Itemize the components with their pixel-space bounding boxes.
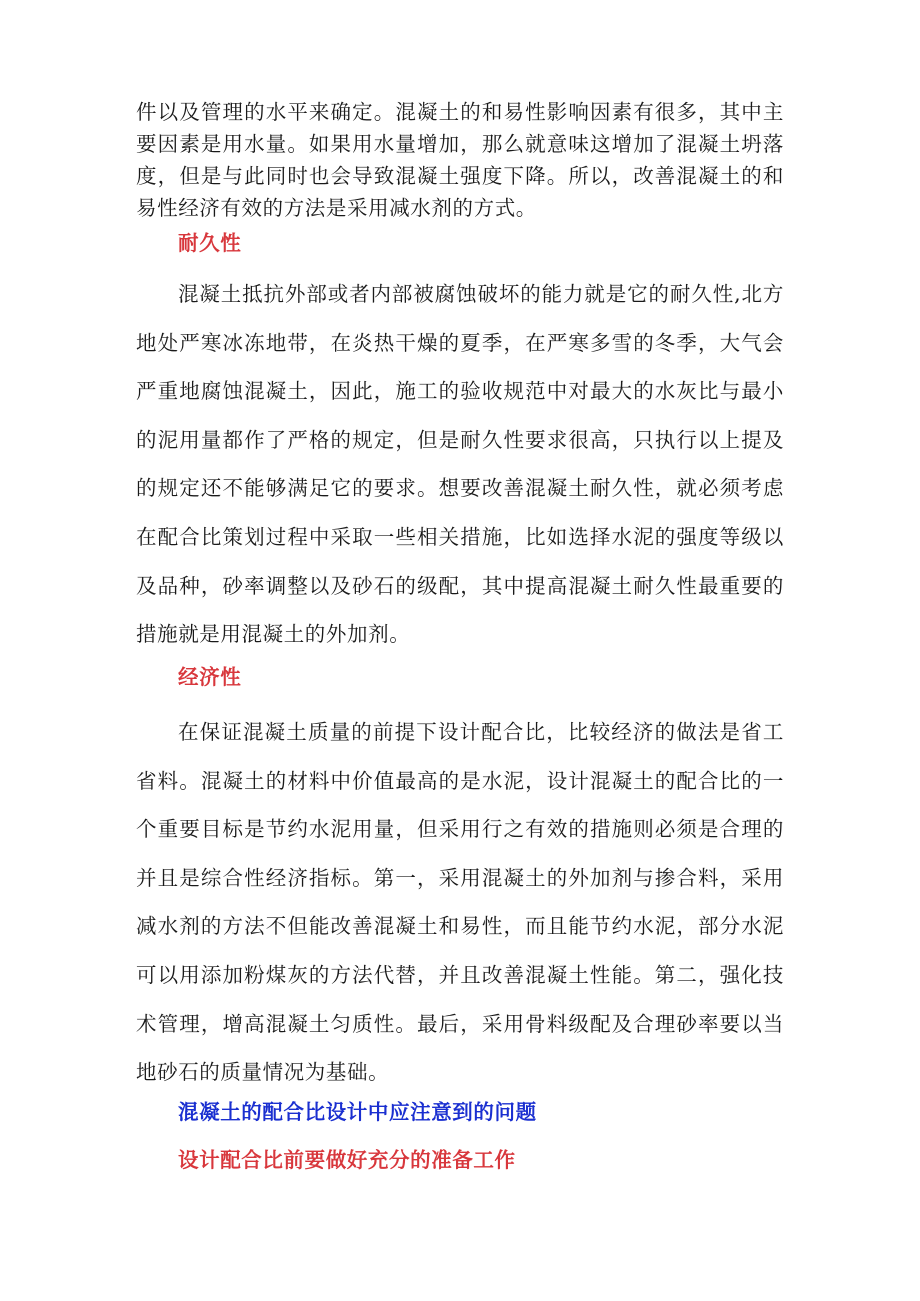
section-heading: 混凝土的配合比设计中应注意到的问题 bbox=[178, 1100, 537, 1124]
intro-paragraph: 件以及管理的水平来确定。混凝土的和易性影响因素有很多，其中主要因素是用水量。如果用水量增加，那么就意味这增加了混凝土坍落度，但是与此同时也会导致混凝土强度下降。所以，改善混凝土的和易性经济有效的方法是采用减水剂的方式。 bbox=[136, 100, 784, 220]
economy-paragraph: 在保证混凝土质量的前提下设计配合比，比较经济的做法是省工省料。混凝土的材料中价值最高的是水泥，设计混凝土的配合比的一个重要目标是节约水泥用量，但采用行之有效的措施则必须是合理的并且是综合性经济指标。第一，采用混凝土的外加剂与掺合料，采用减水剂的方法不但能改善混凝土和易性，而且能节约水泥，部分水泥可以用添加粉煤灰的方法代替，并且改善混凝土性能。第二，强化技术管理，增高混凝土匀质性。最后，采用骨料级配及合理砂率要以当地砂石的质量情况为基础。 bbox=[136, 720, 784, 1085]
durability-heading: 耐久性 bbox=[178, 231, 242, 255]
durability-paragraph: 混凝土抵抗外部或者内部被腐蚀破坏的能力就是它的耐久性,北方地处严寒冰冻地带，在炎热干燥的夏季，在严寒多雪的冬季，大气会严重地腐蚀混凝土，因此，施工的验收规范中对最大的水灰比与最小的泥用量都作了严格的规定，但是耐久性要求很高，只执行以上提及的规定还不能够满足它的要求。想要改善混凝土耐久性，就必须考虑在配合比策划过程中采取一些相关措施，比如选择水泥的强度等级以及品种，砂率调整以及砂石的级配，其中提高混凝土耐久性最重要的措施就是用混凝土的外加剂。 bbox=[136, 282, 784, 647]
economy-heading: 经济性 bbox=[178, 665, 242, 689]
subsection-heading: 设计配合比前要做好充分的准备工作 bbox=[178, 1148, 516, 1172]
